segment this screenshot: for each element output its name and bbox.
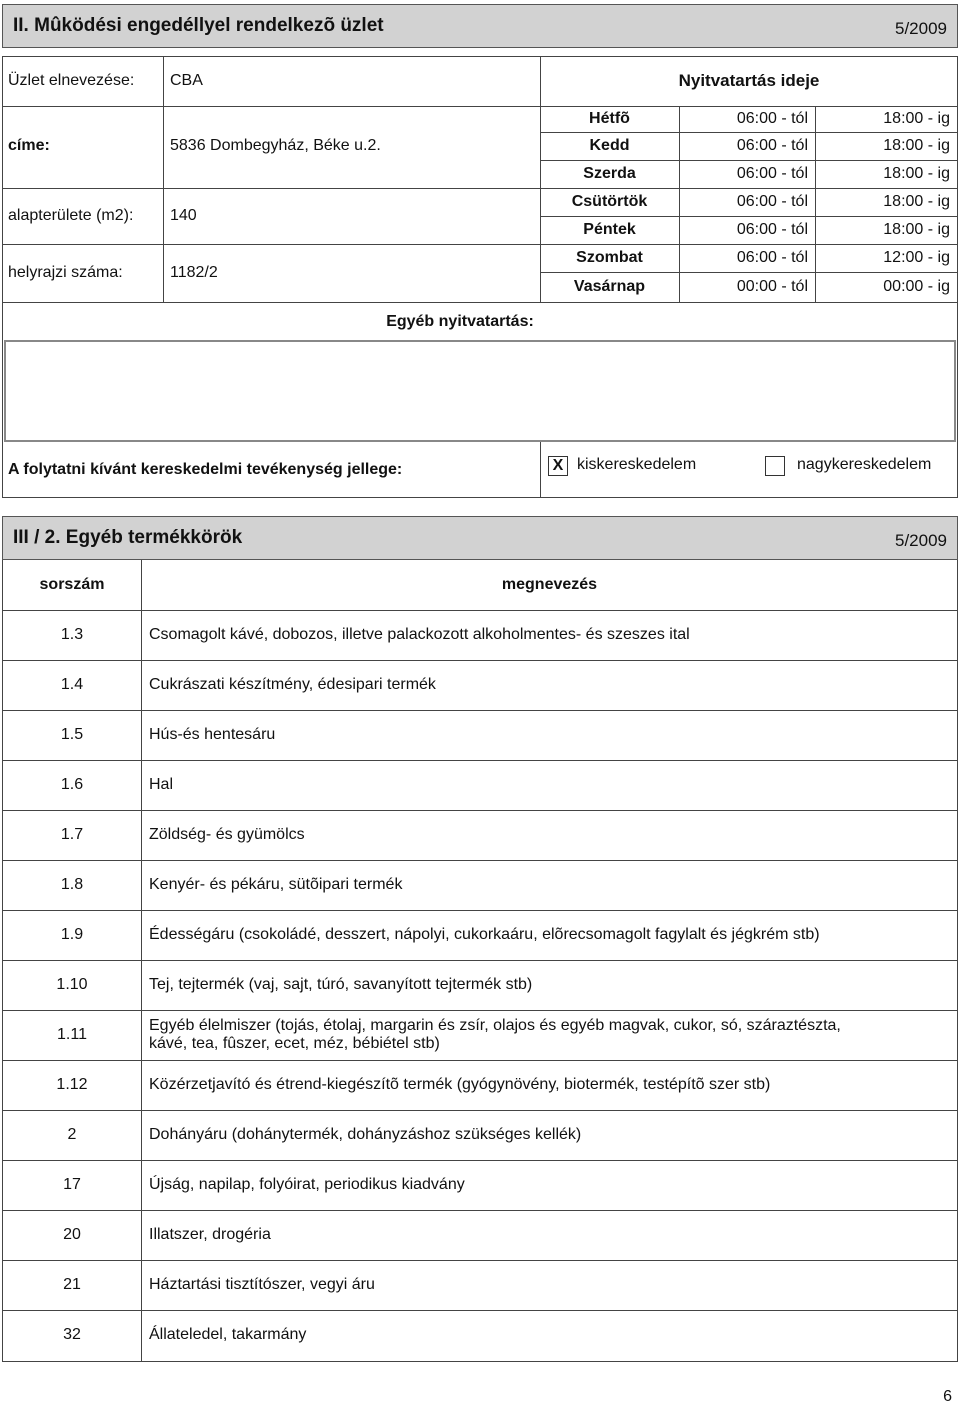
day-label: Kedd [589,137,630,154]
product-table [2,560,958,1362]
row-number: 1.3 [60,626,84,643]
section-header [2,516,958,560]
table-row [3,960,957,1010]
row-number: 1.10 [56,976,88,993]
table-row [3,1210,957,1260]
row-name [149,1010,949,1060]
row-name-text: Hal [149,776,174,793]
hours-from: 00:00 - tól [736,278,808,295]
row-number: 1.7 [60,826,84,843]
hours-to: 18:00 - ig [883,221,950,238]
day-label: Hétfõ [589,110,630,127]
row-name [149,1310,949,1360]
area-value: 140 [170,207,197,224]
hours-from: 06:00 - tól [736,193,808,210]
row-name-text: Kenyér- és pékáru, sütõipari termék [149,876,403,893]
plot-value: 1182/2 [170,264,218,281]
row-name [149,1060,949,1110]
row-name [149,710,949,760]
section-ref: 5/2009 [895,531,947,550]
row-name [149,660,949,710]
row-name-text: Csomagolt kávé, dobozos, illetve palackozott alkoholmentes- és szeszes ital [149,626,690,643]
hours-to: 00:00 - ig [883,278,950,295]
row-number: 1.9 [60,926,84,943]
hours-from: 06:00 - tól [736,165,808,182]
section-ref: 5/2009 [895,19,947,38]
retail-checkbox[interactable] [548,456,568,476]
row-name-text: Újság, napilap, folyóirat, periodikus kiadvány [149,1176,465,1193]
row-name [149,960,949,1010]
day-label: Szerda [583,165,636,182]
row-number: 1.4 [60,676,84,693]
row-number: 1.8 [60,876,84,893]
other-hours-label-text: Egyéb nyitvatartás: [386,313,534,330]
hours-to: 18:00 - ig [883,193,950,210]
row-name-text: Állateledel, takarmány [149,1326,307,1343]
row-name-text: Háztartási tisztítószer, vegyi áru [149,1276,375,1293]
row-name [149,1110,949,1160]
row-name-text: Illatszer, drogéria [149,1226,271,1243]
section-header [2,4,958,48]
wholesale-label: nagykereskedelem [797,456,932,473]
hours-to: 18:00 - ig [883,110,950,127]
row-name [149,860,949,910]
row-name-text: Édességáru (csokoládé, desszert, nápolyi, cukorkaáru, elõrecsomagolt fagylalt és jégkrém stb) [149,926,820,943]
table-row [3,860,957,910]
row-name-text: Zöldség- és gyümölcs [149,826,305,843]
row-name [149,760,949,810]
day-label: Vasárnap [573,278,646,295]
area-label: alapterülete (m2): [8,207,134,224]
page-number: 6 [943,1388,952,1405]
hours-from: 06:00 - tól [736,110,808,127]
plot-label: helyrajzi száma: [8,264,123,281]
activity-label: A folytatni kívánt kereskedelmi tevékenység jellege: [8,461,403,478]
table-row [3,710,957,760]
other-hours-label [2,304,958,340]
row-number: 1.5 [60,726,84,743]
row-name [149,1260,949,1310]
table-row [3,1160,957,1210]
other-hours-box[interactable] [4,340,956,442]
shop-name-value: CBA [170,72,203,89]
hours-from: 06:00 - tól [736,249,808,266]
row-name-text-line2: kávé, tea, fûszer, ecet, méz, bébiétel stb) [149,1035,440,1052]
table-row [3,1060,957,1110]
row-name [149,810,949,860]
hours-from: 06:00 - tól [736,221,808,238]
row-number: 1.12 [56,1076,88,1093]
retail-label: kiskereskedelem [577,456,697,473]
row-name [149,1160,949,1210]
retail-checkbox-mark: X [552,457,564,474]
column-header-number: sorszám [39,576,105,593]
hours-to: 12:00 - ig [883,249,950,266]
section-title: II. Mûködési engedéllyel rendelkezõ üzlet [13,15,384,36]
table-row [3,760,957,810]
shop-name-label: Üzlet elnevezése: [8,72,135,89]
address-label: címe: [8,137,50,154]
row-name [149,1210,949,1260]
table-row [3,610,957,660]
row-name-text: Tej, tejtermék (vaj, sajt, túró, savanyított tejtermék stb) [149,976,533,993]
row-name-text: Hús-és hentesáru [149,726,276,743]
row-number: 21 [63,1276,81,1293]
hours-from: 06:00 - tól [736,137,808,154]
row-name-text: Közérzetjavító és étrend-kiegészítõ termék (gyógynövény, biotermék, testépítõ szer stb) [149,1076,771,1093]
row-number: 1.11 [57,1026,87,1043]
hours-to: 18:00 - ig [883,137,950,154]
table-row [3,1260,957,1310]
day-label: Szombat [576,249,643,266]
row-number: 17 [63,1176,81,1193]
row-name-text: Dohányáru (dohánytermék, dohányzáshoz szükséges kellék) [149,1126,582,1143]
day-label: Csütörtök [571,193,648,210]
table-row [3,910,957,960]
row-number: 32 [63,1326,81,1343]
section-title: III / 2. Egyéb termékkörök [13,527,243,548]
table-row [3,1110,957,1160]
table-row [3,810,957,860]
table-row [3,1310,957,1360]
wholesale-checkbox[interactable] [765,456,785,476]
table-row [3,660,957,710]
row-number: 1.6 [60,776,84,793]
row-name [149,910,949,960]
row-name-text: Cukrászati készítmény, édesipari termék [149,676,436,693]
day-label: Péntek [583,221,636,238]
row-name [149,610,949,660]
row-number: 2 [67,1126,77,1143]
column-header-name: megnevezés [501,576,598,593]
table-row [3,1010,957,1060]
address-value: 5836 Dombegyház, Béke u.2. [170,137,381,154]
hours-title: Nyitvatartás ideje [678,71,820,90]
row-name-text: Egyéb élelmiszer (tojás, étolaj, margarin és zsír, olajos és egyéb magvak, cukor, só, száraztészta, [149,1017,841,1034]
row-number: 20 [63,1226,81,1243]
hours-to: 18:00 - ig [883,165,950,182]
